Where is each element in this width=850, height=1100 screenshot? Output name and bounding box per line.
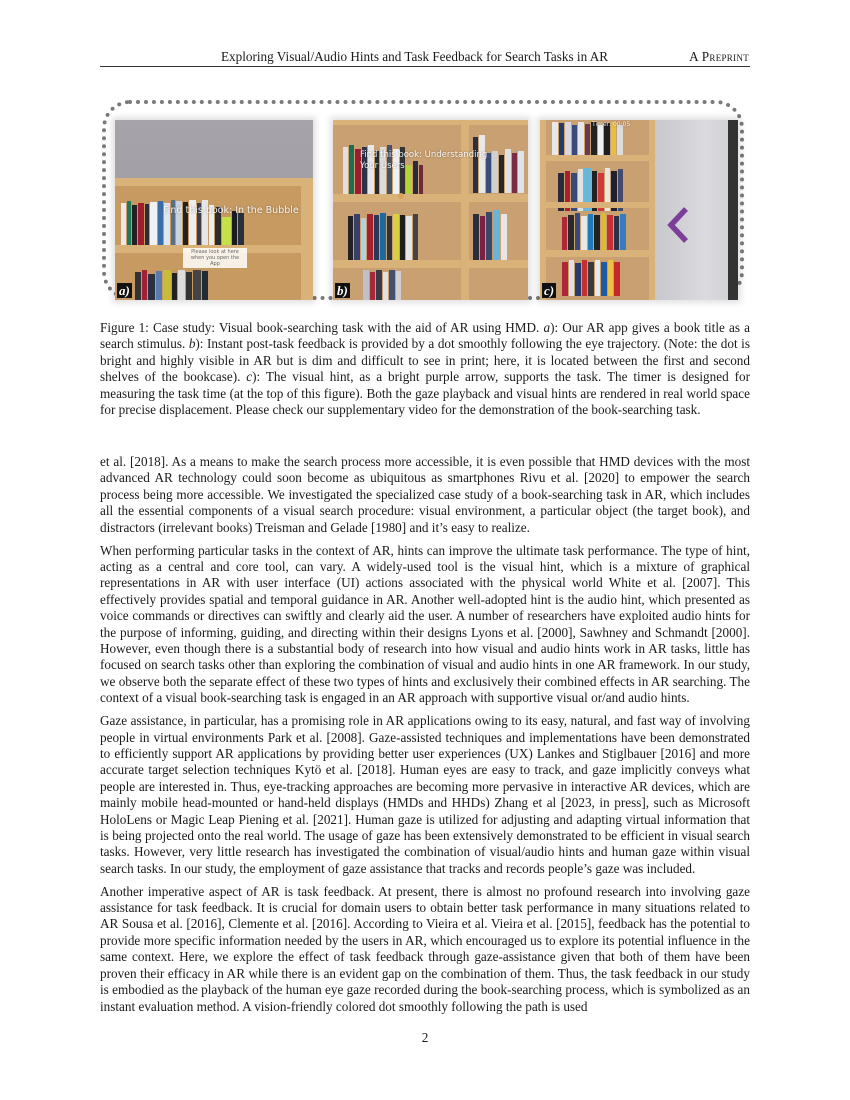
shelf-lower-board [333,260,528,268]
shelf-top-board [333,120,528,125]
caption-text-b: ): Instant post-task feedback is provided by a dot smoothly following the eye trajectory. (Note: the dot is bright and highly visible in AR but is dim and difficult to see in print; here, it is located between the first and second shelves of the bookcase). [100,336,750,385]
figure-1 [100,97,750,307]
books-row-2-right [473,210,508,260]
panel-label-a: a) [119,283,130,298]
shelf-divider-board [461,120,469,300]
panel-label-c: c) [544,283,555,298]
ar-search-stimulus-text: Find this book: In the Bubble [163,205,299,216]
shelf-side-board [540,120,546,300]
caption-text-c: ): The visual hint, as a bright purple arrow, supports the task. The timer is designed for measuring the task time (at the top of this figure). Both the gaze playback and visual hints are rendered in real world space for precise displacement. Please check our supplementary video for the demonstration of the book-searching task. [100,369,750,418]
shelf-board-2 [540,202,655,208]
shelf-board-1 [540,155,655,161]
caption-label-a: a [543,320,551,335]
ar-text-line-2: Your Users [360,161,405,171]
shelf-top-board [115,178,313,186]
page-number: 2 [421,1030,429,1045]
ar-text-line-1: Find this book: Understanding [360,150,488,160]
caption-label-c: c [246,369,253,385]
books-row-2 [135,270,209,300]
paragraph-1: et al. [2018]. As a means to make the search process more accessible, it is even possible that HMD devices with the most advanced AR technology could soon become as ubiquitous as smartphones Rivu et al. [2020] to empower the search process being more accessible. We investigated the specialized case study of a book-searching task in AR, which includes all the essential components of a visual search procedure: visual environment, a particular object (the target book), and distractors (irrelevant books) Treisman and Gelade [1980] and it’s easy to realize. [100,454,750,535]
caption-label-b: b [188,336,196,352]
caption-prefix: Figure 1: Case study: Visual book-searching task with the aid of AR using HMD. [100,320,544,335]
paragraph-4: Another imperative aspect of AR is task feedback. At present, there is almost no profound research into involving gaze assistance for task feedback. It is crucial for domain users to obtain better task performance in many situations related to AR Sousa et al. [2016], Clemente et al. [2016]. According to Vieira et al. Vieira et al. [2015], feedback has the potential to provide more specific information needed by the users in AR, which encouraged us to explore its potential influence in the same context. Here, we explore the effect of task feedback through gaze-assistance given that both of them have been proven their efficacy in AR while there is an evident gap on the combination of them. Thus, the task feedback in our study is embodied as the playback of the human eye gaze recorded during the book-searching process, which is symbolized as an instant evaluation method. A vision-friendly colored dot smoothly following the path is used [100,883,750,1014]
gaze-playback-dot [398,193,404,199]
body-text [100,454,750,1021]
caption-text-a: ): Our AR app gives a book title as a search stimulus. [100,320,750,352]
books-row-3 [562,213,627,251]
shelf-board-3 [540,250,655,257]
shelf-middle-board [333,194,528,202]
books-row-2 [348,212,419,260]
panel-label-b: b) [337,283,348,298]
ar-timer-text: Timer: 00:05 [592,121,631,128]
figure-panel-a [115,120,313,300]
figure-panel-b [333,120,528,300]
running-title: Exploring Visual/Audio Hints and Task Feedback for Search Tasks in AR [221,49,609,64]
preprint-tag: A Preprint [689,49,749,64]
books-row-4 [562,260,621,296]
chevron-left-icon [667,206,689,244]
running-header [100,48,750,67]
books-row-3 [363,270,402,300]
figure-caption [100,320,750,418]
ar-instruction-note: Please look at here when you open the App [183,248,247,268]
paragraph-3: Gaze assistance, in particular, has a promising role in AR applications owing to its easy, natural, and fast way of involving people in virtual environments Park et al. [2008]. Gaze-assisted techniques and implementations have been demonstrated to efficiently support AR applications by providing better user experiences (UX) Lankes and Stiglbauer [2016] and more accurate target selection techniques Kytö et al. [2018]. Human eyes are easy to track, and gaze implicitly conveys what people are interested in. Thus, eye-tracking approaches are becoming more pervasive in interactive AR devices, which are mainly mobile head-mounted or hand-held displays (HMDs and HHDs) Zhang et al [2023, in press], such as Microsoft HoloLens or Magic Leap Piening et al. [2021]. Human gaze is utilized for adjusting and adapting virtual information that is being projected onto the real world. The usage of gaze has been extensively demonstrated to be efficient in visual search tasks. However, very little research has investigated the combination of visual/audio hints and human gaze within visual search tasks. In our study, the employment of gaze assistance that tracks and records people’s gaze was included. [100,713,750,876]
door-edge [728,120,738,300]
ar-search-stimulus-text [360,150,487,172]
figure-panel-c [540,120,738,300]
shelf-side-board [301,178,313,300]
paragraph-2: When performing particular tasks in the context of AR, hints can improve the ultimate task performance. The type of hint, acting as a central and core tool, can vary. A widely-used tool is the visual hint, which is a mixture of graphical representations in AR with user interface (UI) actions associated with the physical world White et al. [2007]. This effectively provides spatial and temporal guidance in AR. Another well-adopted hint is the audio hint, which presented as voice commands or directives can swiftly and clearly aid the user. A number of researchers have exploited audio hints for the purpose of informing, guiding, and directing within their designs Lyons et al. [2000], Sawhney and Schmandt [2000]. However, even though there is a substantial body of research into how visual and audio hints work in AR tasks, little has focused on search tasks other than exploring the combination of visual and audio hints in one AR framework. In our study, we observe both the separate effect of these two types of hints and exclusively their combined effects in AR searching. The context of a visual book-searching task is engaged in an AR approach with supportive visual or/and audio hints. [100,542,750,706]
